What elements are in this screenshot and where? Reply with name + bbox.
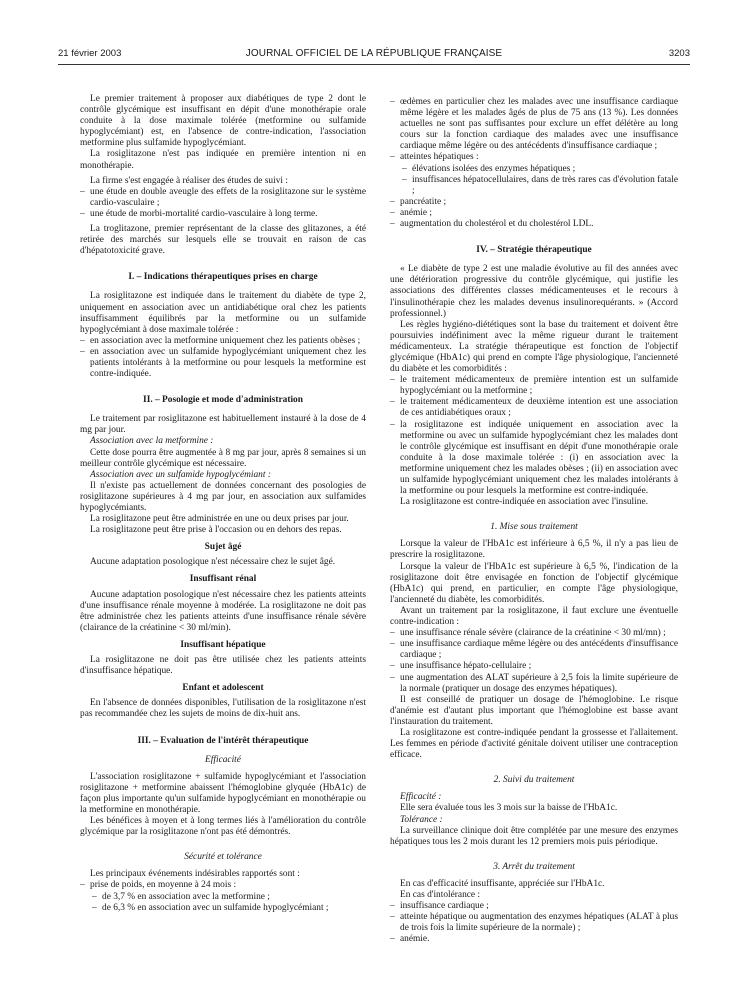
list-item: – la rosiglitazone est indiquée uniquement en association avec la metformine ou avec un sulfamide hypoglycémiant chez les malades dont le contrôle glycémique est insuffisant en dépit d'une monothérapie orale conduite à la dose maximale tolérée : (i) en association avec la metformine uniquement chez les malades obèses ; (ii) en association avec un sulfamide hypoglycémiant uniquement chez les malades intolérants à la metformine ou pour lesquels la metformine est contre-indiquée.: [390, 420, 678, 498]
paragraph: Les règles hygiéno-diététiques sont la base du traitement et doivent être poursuivies indéfiniment avec la même rigueur durant le traitement médicamenteux. La stratégie thérapeutique est fonction de l'objectif glycémique (HbA1c) qui prend en compte l'âge physiologique, l'ancienneté du diabète et les comorbidités :: [390, 319, 678, 375]
paragraph: Avant un traitement par la rosiglitazone, il faut exclure une éventuelle contre-indication :: [390, 605, 678, 628]
header-page-number: 3203: [668, 48, 690, 59]
paragraph: La rosiglitazone n'est pas indiquée en première intention ni en monothérapie.: [80, 149, 366, 171]
paragraph: « Le diabète de type 2 est une maladie évolutive au fil des années avec une détérioration progressive du contrôle glycémique, qui justifie les associations des différentes classes médicamenteuses et le recours à l'insulinothérapie chez les malades devenus insulinorequérants. » (Accord professionnel.): [390, 264, 678, 319]
list-item: – de 3,7 % en association avec la metformine ;: [80, 892, 366, 903]
list-item: – élévations isolées des enzymes hépatiques ;: [390, 164, 678, 175]
page-header: [58, 48, 690, 62]
paragraph: La firme s'est engagée à réaliser des études de suivi :: [90, 175, 288, 186]
left-column: [80, 94, 366, 914]
list-item: – anémie ;: [390, 208, 678, 219]
list-item: – une insuffisance rénale sévère (clairance de la créatinine < 30 ml/mn) ;: [390, 628, 678, 639]
list-item: – en association avec un sulfamide hypoglycémiant uniquement chez les patients intolérants à la metformine ou pour lesquels la metformine est contre-indiquée.: [80, 347, 366, 380]
paragraph: Aucune adaptation posologique n'est nécessaire chez le sujet âgé.: [90, 557, 336, 568]
subheading-mise-sous-traitement: 1. Mise sous traitement: [490, 522, 578, 533]
paragraph-italic: Efficacité :: [400, 792, 442, 803]
list-item: – augmentation du cholestérol et du cholestérol LDL.: [390, 219, 678, 230]
section-heading-3: III. – Evaluation de l'intérêt thérapeutique: [137, 735, 309, 746]
section-heading-1: I. – Indications thérapeutiques prises en charge: [128, 272, 318, 283]
list-item: – œdèmes en particulier chez les malades avec une insuffisance cardiaque même légère et les malades âgés de plus de 75 ans (13 %). Les données actuelles ne sont pas suffisantes pour exclure un effet délétère au long cours sur la fonction cardiaque des malades avec une insuffisance cardiaque même légère ou des antécédents d'insuffisance cardiaque ;: [390, 97, 678, 152]
list-item: – une étude en double aveugle des effets de la rosiglitazone sur le système cardio-vasculaire ;: [80, 187, 366, 209]
list-item: – prise de poids, en moyenne à 24 mois :: [80, 880, 366, 891]
paragraph: Il est conseillé de pratiquer un dosage de l'hémoglobine. Le risque d'anémie est d'autant plus important que l'hémoglobine est basse avant l'instauration du traitement.: [390, 694, 678, 727]
paragraph: La rosiglitazone peut être administrée en une ou deux prises par jour.: [90, 514, 349, 525]
list-item: – de 6,3 % en association avec un sulfamide hypoglycémiant ;: [80, 903, 366, 914]
paragraph: La rosiglitazone est indiquée dans le traitement du diabète de type 2, uniquement en association avec un antidiabétique oral chez les patients insuffisamment équilibrés par la metformine ou un sulfamide hypoglycémiant à dose maximale tolérée :: [80, 291, 366, 335]
list-item: – atteintes hépatiques :: [390, 152, 678, 163]
header-rule: [58, 64, 690, 65]
list-item: – le traitement médicamenteux de deuxième intention est une association de ces antidiabétiques oraux ;: [390, 397, 678, 419]
subheading-enfant: Enfant et adolescent: [182, 683, 264, 694]
subheading-suivi: 2. Suivi du traitement: [493, 775, 575, 786]
list-item: – insuffisance cardiaque ;: [390, 901, 678, 912]
subheading-securite: Sécurité et tolérance: [184, 852, 262, 863]
list-item: – le traitement médicamenteux de première intention est un sulfamide hypoglycémiant ou la metformine ;: [390, 375, 678, 397]
list-item: – une augmentation des ALAT supérieure à 2,5 fois la limite supérieure de la normale (pratiquer un dosage des enzymes hépatiques).: [390, 673, 678, 695]
paragraph: Cette dose pourra être augmentée à 8 mg par jour, après 8 semaines si un meilleur contrôle glycémique est nécessaire.: [80, 447, 366, 469]
paragraph-italic: Association avec un sulfamide hypoglycémiant :: [90, 469, 271, 480]
list-item: – insuffisances hépatocellulaires, dans de très rares cas d'évolution fatale ;: [390, 175, 678, 197]
list-item: – une insuffisance cardiaque même légère ou des antécédents d'insuffisance cardiaque ;: [390, 639, 678, 661]
subheading-arret: 3. Arrêt du traitement: [493, 861, 575, 872]
paragraph: La rosiglitazone ne doit pas être utilisée chez les patients atteints d'insuffisance hépatique.: [80, 655, 366, 677]
paragraph: En cas d'intolérance :: [400, 890, 481, 900]
subheading-efficacite: Efficacité: [205, 754, 241, 765]
paragraph: Les principaux événements indésirables rapportés sont :: [90, 869, 300, 880]
subheading-insuffisant-renal: Insuffisant rénal: [189, 574, 257, 585]
header-date: 21 février 2003: [58, 48, 122, 59]
list-item: – anémie.: [390, 934, 678, 945]
paragraph: Lorsque la valeur de l'HbA1c est supérieure à 6,5 %, l'indication de la rosiglitazone doit être envisagée en fonction de l'objectif glycémique (HbA1c) qui prend, en particulier, en compte l'âge physiologique, l'ancienneté du diabète, les comorbidités.: [390, 561, 678, 605]
list-item: – atteinte hépatique ou augmentation des enzymes hépatiques (ALAT à plus de trois fois la limite supérieure de la normale) ;: [390, 912, 678, 934]
paragraph: Elle sera évaluée tous les 3 mois sur la baisse de l'HbA1c.: [400, 803, 618, 814]
paragraph: La rosiglitazone est contre-indiquée pendant la grossesse et l'allaitement. Les femmes en période d'activité génitale doivent utiliser une contraception efficace.: [390, 727, 678, 761]
paragraph: La troglitazone, premier représentant de la classe des glitazones, a été retirée des marchés sur lesquels elle se trouvait en raison de cas d'hépatotoxicité grave.: [80, 224, 366, 257]
right-column: [390, 97, 678, 945]
list-item: – une étude de morbi-mortalité cardio-vasculaire à long terme.: [80, 209, 366, 220]
paragraph: La rosiglitazone est contre-indiquée en association avec l'insuline.: [400, 497, 648, 508]
list-item: – pancréatite ;: [390, 197, 678, 208]
paragraph: Les bénéfices à moyen et à long termes liés à l'amélioration du contrôle glycémique par la rosiglitazone n'ont pas été démontrés.: [80, 816, 366, 838]
paragraph: Le traitement par rosiglitazone est habituellement instauré à la dose de 4 mg par jour.: [80, 414, 366, 436]
paragraph: En l'absence de données disponibles, l'utilisation de la rosiglitazone n'est pas recommandée chez les sujets de moins de dix-huit ans.: [80, 698, 366, 720]
subheading-sujet-age: Sujet âgé: [204, 542, 242, 553]
paragraph-italic: Association avec la metformine :: [90, 436, 214, 447]
paragraph: Lorsque la valeur de l'HbA1c est inférieure à 6,5 %, il n'y a pas lieu de prescrire la rosiglitazone.: [390, 539, 678, 561]
paragraph: La rosiglitazone peut être prise à l'occasion ou en dehors des repas.: [90, 525, 342, 536]
subheading-insuffisant-hepatique: Insuffisant hépatique: [180, 639, 266, 650]
paragraph-italic: Tolérance :: [400, 814, 443, 825]
list-item: – en association avec la metformine uniquement chez les patients obèses ;: [80, 336, 366, 347]
paragraph: Il n'existe pas actuellement de données concernant des posologies de rosiglitazone supérieures à 4 mg par jour, en association aux sulfamides hypoglycémiants.: [80, 480, 366, 513]
section-heading-2: II. – Posologie et mode d'administration: [143, 395, 303, 406]
paragraph: L'association rosiglitazone + sulfamide hypoglycémiant et l'association rosiglitazone + metformine abaissent l'hémoglobine glyquée (HbA1c) de façon plus importante qu'un sulfamide hypoglycémiant en monothérapie ou la metformine en monothérapie.: [80, 771, 366, 815]
paragraph: La surveillance clinique doit être complétée par une mesure des enzymes hépatiques tous les 2 mois durant les 12 premiers mois puis périodique.: [390, 825, 678, 847]
paragraph: Le premier traitement à proposer aux diabétiques de type 2 dont le contrôle glycémique est insuffisant en dépit d'une monothérapie orale conduite à la dose maximale tolérée (metformine ou sulfamide hypoglycémiant) est, en l'absence de contre-indication, l'association metformine plus sulfamide hypoglycémiant.: [80, 94, 366, 149]
list-item: – une insuffisance hépato-cellulaire ;: [390, 661, 678, 672]
paragraph: En cas d'efficacité insuffisante, appréciée sur l'HbA1c.: [400, 878, 605, 889]
paragraph: Aucune adaptation posologique n'est nécessaire chez les patients atteints d'une insuffisance rénale moyenne à modérée. La rosiglitazone ne doit pas être administrée chez les patients atteints d'une insuffisance rénale sévère (clairance de la créatinine < 30 ml/min).: [80, 589, 366, 633]
header-title: JOURNAL OFFICIEL DE LA RÉPUBLIQUE FRANÇAISE: [245, 48, 503, 59]
section-heading-4: IV. – Stratégie thérapeutique: [476, 245, 592, 256]
